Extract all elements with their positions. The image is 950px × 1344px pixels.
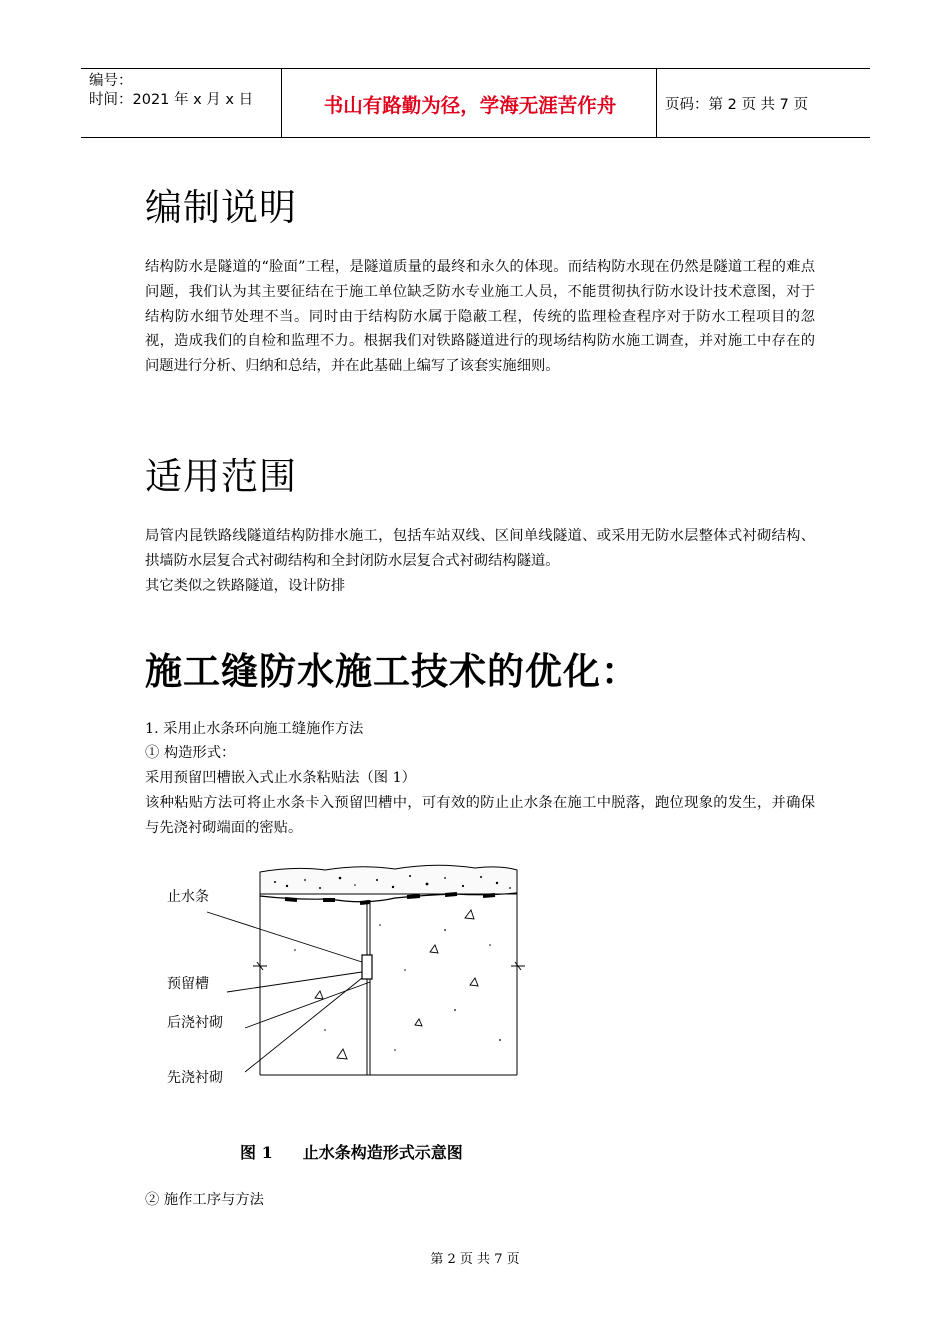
figure-title: 止水条构造形式示意图 (302, 1143, 463, 1162)
section-heading-scope: 适用范围 (145, 455, 297, 498)
list-item: 1. 采用止水条环向施工缝施作方法 (145, 721, 364, 737)
list-item: ① 构造形式： (145, 745, 236, 761)
leader-later-lining (245, 982, 370, 1028)
figure-number: 图 1 (240, 1143, 273, 1162)
subsection-label: ② 施作工序与方法 (145, 1192, 264, 1208)
list-item: 采用预留凹槽嵌入式止水条粘贴法（图 1） (145, 770, 416, 786)
label-later-lining: 后浇衬砌 (167, 1015, 223, 1031)
label-earlier-lining: 先浇衬砌 (167, 1070, 223, 1086)
header-page-info: 页码：第 2 页 共 7 页 (665, 97, 808, 113)
page-footer: 第 2 页 共 7 页 (430, 1252, 520, 1267)
leader-earlier-lining (245, 978, 362, 1072)
top-concrete-band (260, 865, 517, 894)
label-groove: 预留槽 (167, 976, 209, 992)
header-table (81, 68, 870, 138)
section-paragraph-optimization: 该种粘贴方法可将止水条卡入预留凹槽中，可有效的防止止水条在施工中脱落，跑位现象的发生，并确保与先浇衬砌端面的密贴。 (145, 795, 815, 836)
figure-caption (240, 1140, 493, 1163)
concrete-dots (294, 924, 501, 1051)
section-extra-line: 其它类似之铁路隧道，设计防排 (145, 578, 346, 594)
time-label: 时间：2021 年 x 月 x 日 (89, 92, 254, 108)
number-label: 编号： (89, 73, 133, 89)
leader-groove (227, 972, 362, 992)
label-waterstop: 止水条 (167, 889, 209, 905)
leader-waterstop (207, 912, 362, 962)
section-heading-compilation: 编制说明 (145, 186, 297, 229)
header-meta (89, 72, 253, 110)
header-divider (281, 69, 282, 137)
header-divider (656, 69, 657, 137)
waterstop-strip (362, 955, 372, 979)
header-motto: 书山有路勤为径，学海无涯苦作舟 (323, 94, 617, 117)
aggregate-marks (315, 910, 478, 1059)
waterstop-diagram (145, 850, 545, 1090)
section-paragraph-compilation: 结构防水是隧道的“脸面”工程，是隧道质量的最终和永久的体现。而结构防水现在仍然是隧道工程的难点问题，我们认为其主要征结在于施工单位缺乏防水专业施工人员，不能贯彻执行防水设计技术意图，对于结构防水细节处理不当。同时由于结构防水属于隐蔽工程，传统的监理检查程序对于防水工程项目的忽视，造成我们的自检和监理不力。根据我们对铁路隧道进行的现场结构防水施工调查，并对施工中存在的问题进行分析、归纳和总结，并在此基础上编写了该套实施细则。 (145, 259, 815, 375)
section-paragraph-scope: 局管内昆铁路线隧道结构防排水施工，包括车站双线、区间单线隧道、或采用无防水层整体式衬砌结构、拱墙防水层复合式衬砌结构和全封闭防水层复合式衬砌结构隧道。 (145, 528, 815, 569)
break-mark (511, 962, 525, 970)
section-heading-optimization: 施工缝防水施工技术的优化： (145, 650, 639, 693)
